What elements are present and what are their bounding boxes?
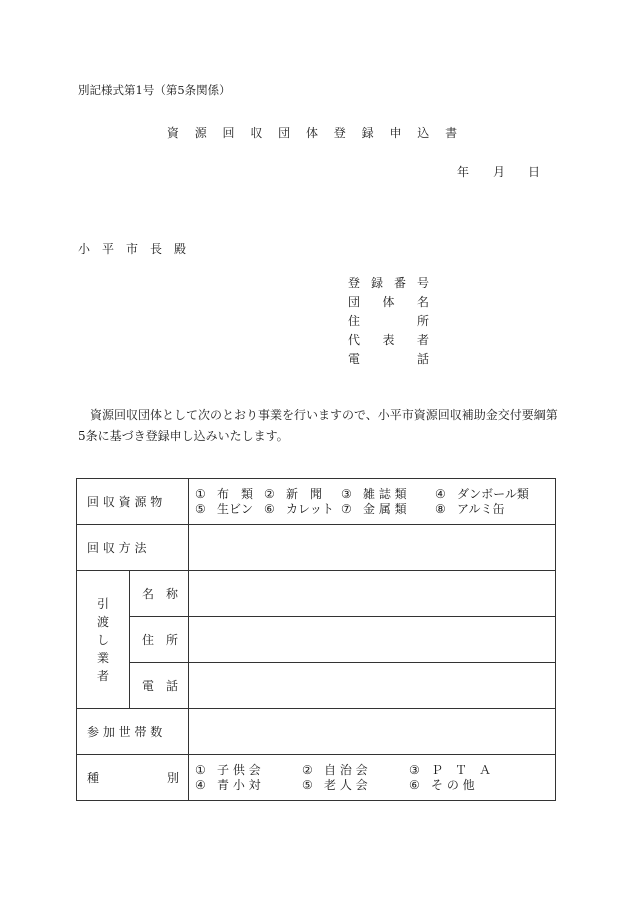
resources-label: 回 収 資 源 物: [77, 479, 189, 525]
form-number: 別記様式第1号（第5条関係）: [78, 83, 231, 97]
resource-option[interactable]: ⑤ 生ビン: [195, 501, 254, 516]
type-options-line-2: [195, 778, 555, 793]
group-name-label: 団 体 名: [348, 295, 429, 309]
households-label: 参 加 世 帯 数: [77, 709, 189, 755]
resource-option[interactable]: ⑦ 金 属 類: [341, 501, 407, 516]
addressee: 小 平 市 長 殿: [78, 242, 187, 256]
resources-options-line-1: [195, 487, 555, 502]
resources-options-line-2: [195, 502, 555, 517]
contractor-phone-field[interactable]: [189, 663, 556, 709]
contractor-name-label: 名 称: [130, 571, 189, 617]
resource-option[interactable]: ④ ダンボール類: [435, 486, 529, 501]
resources-options[interactable]: [189, 479, 556, 525]
contractor-label: 引 渡 し 業 者: [77, 571, 130, 709]
document-title: 資 源 回 収 団 体 登 録 申 込 書: [166, 126, 464, 140]
registration-table: [76, 478, 556, 801]
type-label: 種 別: [77, 755, 189, 801]
representative-label: 代 表 者: [348, 333, 429, 347]
type-option[interactable]: ① 子 供 会: [195, 762, 261, 777]
type-option[interactable]: ③ Ｐ Ｔ Ａ: [409, 762, 492, 777]
contractor-address-field[interactable]: [189, 617, 556, 663]
resource-option[interactable]: ⑧ アルミ缶: [435, 501, 505, 516]
date-month-label: 月: [493, 165, 506, 179]
resource-option[interactable]: ⑥ カレット: [264, 501, 334, 516]
method-label: 回 収 方 法: [77, 525, 189, 571]
resource-option[interactable]: ② 新 聞: [264, 486, 323, 501]
method-value-field[interactable]: [189, 525, 556, 571]
households-field[interactable]: [189, 709, 556, 755]
contractor-name-row: [77, 571, 556, 617]
method-row: [77, 525, 556, 571]
resources-row: [77, 479, 556, 525]
contractor-name-field[interactable]: [189, 571, 556, 617]
type-options[interactable]: [189, 755, 556, 801]
type-option[interactable]: ⑥ そ の 他: [409, 777, 475, 792]
resource-option[interactable]: ① 布 類: [195, 486, 254, 501]
contractor-address-label: 住 所: [130, 617, 189, 663]
resource-option[interactable]: ③ 雑 誌 類: [341, 486, 407, 501]
type-options-line-1: [195, 763, 555, 778]
contractor-phone-label: 電 話: [130, 663, 189, 709]
date-year-label: 年: [457, 165, 470, 179]
date-day-label: 日: [528, 165, 541, 179]
registration-number-label: 登 録 番 号: [348, 276, 429, 290]
intro-paragraph: 資源回収団体として次のとおり事業を行いますので、小平市資源回収補助金交付要綱第5条に基づき登録申し込みいたします。: [78, 408, 558, 443]
type-option[interactable]: ⑤ 老 人 会: [302, 777, 368, 792]
type-row: [77, 755, 556, 801]
contractor-phone-row: [77, 663, 556, 709]
phone-label: 電 話: [348, 352, 429, 366]
households-row: [77, 709, 556, 755]
contractor-address-row: [77, 617, 556, 663]
type-option[interactable]: ② 自 治 会: [302, 762, 368, 777]
address-label: 住 所: [348, 314, 429, 328]
type-option[interactable]: ④ 青 小 対: [195, 777, 261, 792]
